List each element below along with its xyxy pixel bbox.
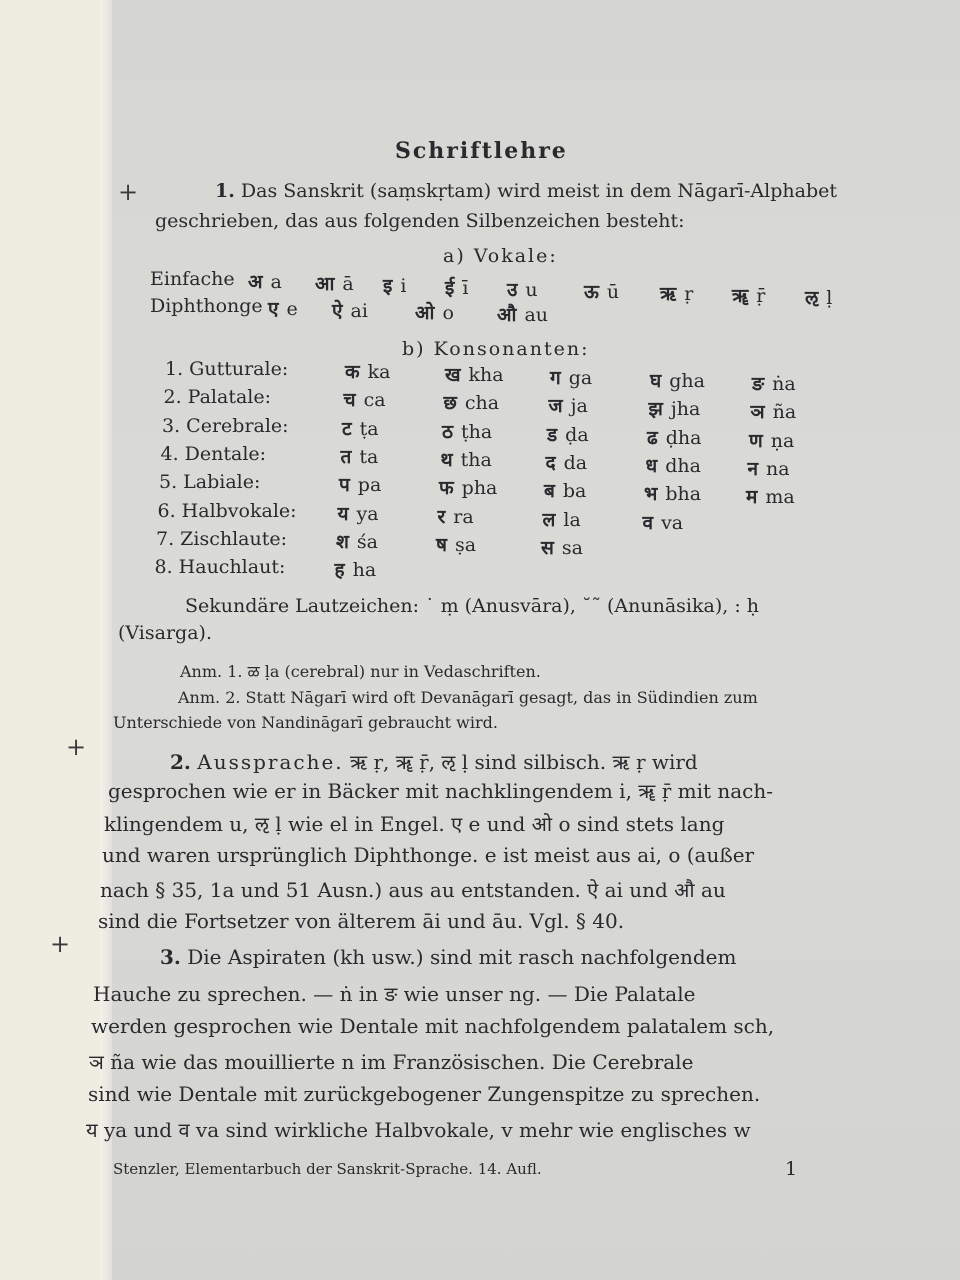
transliteration: kha xyxy=(468,364,504,386)
devanagari-glyph: ल xyxy=(542,508,556,531)
devanagari-glyph: औ xyxy=(497,304,517,326)
transliteration: ba xyxy=(562,480,587,503)
devanagari-glyph: ऐ xyxy=(332,300,343,322)
transliteration: tha xyxy=(460,448,492,471)
transliteration: ka xyxy=(367,361,391,383)
devanagari-glyph: ड xyxy=(547,423,558,446)
consonant-cell xyxy=(543,506,581,532)
transliteration: ña xyxy=(772,401,797,424)
section-heading: Aussprache. xyxy=(197,750,344,774)
devanagari-glyph: आ xyxy=(315,273,335,295)
vowel-cell xyxy=(805,284,832,310)
vowel-cell xyxy=(415,299,454,325)
consonant-cell xyxy=(746,483,795,509)
transliteration: ī xyxy=(462,277,469,299)
note-2-line-2: Unterschiede von Nandināgarī gebraucht wird. xyxy=(113,713,498,732)
transliteration: ū xyxy=(606,281,620,303)
transliteration: ja xyxy=(570,395,588,418)
paragraph-2-line-3: klingendem u, ऌ ḷ wie el in Engel. ए e und ओ o sind stets lang xyxy=(104,812,725,836)
transliteration: dha xyxy=(665,454,701,477)
consonant-cell xyxy=(344,386,386,412)
consonant-cell xyxy=(748,455,790,481)
paragraph-2-line-5: nach § 35, 1a und 51 Ausn.) aus au entstanden. ऐ ai und औ au xyxy=(100,878,726,902)
paragraph-2-line-2: gesprochen wie er in Bäcker mit nachklingendem i, ॠ ṝ mit nach- xyxy=(108,779,774,803)
transliteration: pha xyxy=(461,477,498,500)
transliteration: ca xyxy=(363,389,386,412)
consonant-row-label: 4. Dentale: xyxy=(160,442,267,465)
consonant-cell xyxy=(341,443,379,469)
devanagari-glyph: फ xyxy=(439,477,454,500)
transliteration: ṭa xyxy=(359,417,379,440)
transliteration: ā xyxy=(342,273,354,295)
page-number: 1 xyxy=(785,1158,798,1180)
vowel-cell xyxy=(248,268,282,294)
consonant-cell xyxy=(338,500,379,526)
consonant-cell xyxy=(441,446,492,472)
paragraph-number: 1. xyxy=(215,180,235,202)
paragraph-3-line-6: य ya und व va sind wirkliche Halbvokale, v mehr wie englisches w xyxy=(86,1118,751,1142)
consonant-cell xyxy=(650,367,705,393)
transliteration: ra xyxy=(453,505,474,528)
consonant-cell xyxy=(649,395,701,421)
devanagari-glyph: ओ xyxy=(415,302,435,324)
transliteration: ḍa xyxy=(565,423,589,446)
transliteration: ṇa xyxy=(770,429,795,452)
transliteration: ha xyxy=(352,559,377,582)
paragraph-2-line-4: und waren ursprünglich Diphthonge. e ist meist aus ai, o (außer xyxy=(102,843,755,867)
consonant-cell xyxy=(342,415,379,441)
devanagari-glyph: ह xyxy=(334,559,345,582)
transliteration: cha xyxy=(464,392,500,415)
vowel-cell xyxy=(383,272,406,298)
secondary-signs-line-2: (Visarga). xyxy=(118,622,212,644)
devanagari-glyph: ट xyxy=(342,417,352,440)
consonant-cell xyxy=(549,392,588,418)
devanagari-glyph: ढ xyxy=(647,426,658,449)
devanagari-glyph: ऋ xyxy=(660,283,677,305)
devanagari-glyph: द xyxy=(545,451,556,474)
transliteration: ṝ xyxy=(756,285,766,307)
transliteration: bha xyxy=(665,483,702,506)
vowel-cell xyxy=(497,301,548,327)
devanagari-glyph: ई xyxy=(445,277,455,299)
footer-citation: Stenzler, Elementarbuch der Sanskrit-Sprache. 14. Aufl. xyxy=(113,1160,542,1178)
transliteration: ya xyxy=(356,502,379,525)
consonant-row-label: 5. Labiale: xyxy=(159,471,261,494)
transliteration: ma xyxy=(765,486,795,509)
devanagari-glyph: स xyxy=(541,536,554,559)
devanagari-glyph: व xyxy=(642,511,654,534)
consonant-cell xyxy=(550,364,592,390)
secondary-signs-line-1: Sekundäre Lautzeichen: ˙ ṃ (Anusvāra), ˘˜ (Anunāsika), : ḥ xyxy=(185,595,760,617)
consonant-cell xyxy=(546,449,588,475)
vowel-cell xyxy=(660,280,693,306)
devanagari-glyph: क xyxy=(345,361,360,383)
transliteration: ṛ xyxy=(684,283,694,305)
paragraph-number: 3. xyxy=(160,945,181,969)
consonant-row-label: 8. Hauchlaut: xyxy=(154,556,286,579)
paragraph-3-line-5: sind wie Dentale mit zurückgebogener Zungenspitze zu sprechen. xyxy=(88,1082,761,1106)
vowels-heading: a) Vokale: xyxy=(443,245,558,267)
transliteration: śa xyxy=(356,530,378,553)
consonant-cell xyxy=(436,531,476,557)
transliteration: ga xyxy=(568,367,593,389)
vowel-cell xyxy=(507,276,538,302)
devanagari-glyph: थ xyxy=(440,448,453,471)
devanagari-glyph: ङ xyxy=(752,373,765,395)
transliteration: i xyxy=(400,275,407,297)
paragraph-1-line-1: 1. Das Sanskrit (saṃskṛtam) wird meist in dem Nāgarī-Alphabet xyxy=(215,180,837,202)
consonant-cell xyxy=(445,361,504,387)
devanagari-glyph: अ xyxy=(248,271,263,293)
devanagari-glyph: ज xyxy=(548,395,563,418)
devanagari-glyph: ॠ xyxy=(732,285,749,307)
transliteration: na xyxy=(766,457,790,480)
transliteration: jha xyxy=(670,398,701,421)
paragraph-2-line-6: sind die Fortsetzer von älterem āi und āu. Vgl. § 40. xyxy=(98,909,625,933)
consonant-row-label: 6. Halbvokale: xyxy=(157,499,297,522)
paragraph-number: 2. xyxy=(170,750,191,774)
consonant-cell xyxy=(439,474,497,500)
transliteration: ṭha xyxy=(461,420,493,443)
vowel-cell xyxy=(268,295,298,321)
transliteration: da xyxy=(563,451,588,474)
devanagari-glyph: ध xyxy=(645,454,658,477)
consonants-heading: b) Konsonanten: xyxy=(402,338,590,360)
transliteration: o xyxy=(442,302,454,324)
devanagari-glyph: ष xyxy=(436,533,447,556)
page-title: Schriftlehre xyxy=(395,138,568,164)
devanagari-glyph: ग xyxy=(550,367,561,389)
vowel-cell xyxy=(315,270,354,296)
transliteration: ṅa xyxy=(772,373,796,395)
consonant-cell xyxy=(547,421,589,447)
devanagari-glyph: इ xyxy=(383,275,393,297)
consonant-cell xyxy=(544,477,586,503)
transliteration: va xyxy=(661,511,684,534)
consonant-cell xyxy=(335,556,377,582)
transliteration: au xyxy=(524,304,549,326)
vowel-cell xyxy=(584,278,619,304)
transliteration: pa xyxy=(357,474,382,497)
consonant-cell xyxy=(643,509,684,535)
vowel-cell xyxy=(732,282,765,308)
consonant-cell xyxy=(438,503,474,529)
vowels-simple-label: Einfache xyxy=(150,268,235,290)
devanagari-glyph: ख xyxy=(445,364,461,386)
transliteration: ta xyxy=(359,445,379,468)
consonant-cell xyxy=(644,480,701,506)
note-2-line-1: Anm. 2. Statt Nāgarī wird oft Devanāgarī gesagt, das in Südindien zum xyxy=(178,688,758,707)
devanagari-glyph: ठ xyxy=(442,420,454,443)
devanagari-glyph: म xyxy=(746,486,758,509)
transliteration: ḍha xyxy=(665,426,702,449)
consonant-cell xyxy=(646,452,701,478)
paragraph-3-line-1: 3. Die Aspiraten (kh usw.) sind mit rasch nachfolgendem xyxy=(160,945,737,969)
consonant-cell xyxy=(444,389,500,415)
vowel-cell xyxy=(445,274,468,300)
devanagari-glyph: घ xyxy=(650,370,662,392)
paragraph-2-line-1: 2. Aussprache. ऋ ṛ, ॠ ṝ, ऌ ḷ sind silbisch. ऋ ṛ wird xyxy=(170,750,698,774)
transliteration: gha xyxy=(669,370,705,392)
devanagari-glyph: र xyxy=(437,505,446,528)
consonant-cell xyxy=(336,528,378,554)
consonant-cell xyxy=(752,370,796,396)
transliteration: la xyxy=(563,508,581,531)
margin-mark: + xyxy=(50,930,71,958)
devanagari-glyph: त xyxy=(340,445,352,468)
paragraph-3-line-2: Hauche zu sprechen. — ṅ in ङ wie unser ng. — Die Palatale xyxy=(93,982,696,1006)
consonant-cell xyxy=(345,358,390,384)
devanagari-glyph: ए xyxy=(268,298,279,320)
devanagari-glyph: ऌ xyxy=(805,287,819,309)
devanagari-glyph: ण xyxy=(749,429,763,452)
devanagari-glyph: च xyxy=(343,389,356,412)
margin-mark: + xyxy=(66,733,87,761)
consonant-cell xyxy=(339,471,381,497)
devanagari-glyph: ञ xyxy=(750,401,765,424)
paragraph-3-line-4: ञ ña wie das mouillierte n im Französischen. Die Cerebrale xyxy=(89,1050,694,1074)
transliteration: ḷ xyxy=(826,287,833,309)
transliteration: e xyxy=(286,298,298,320)
consonant-cell xyxy=(442,418,492,444)
consonant-row-label: 1. Gutturale: xyxy=(165,358,289,380)
devanagari-glyph: प xyxy=(339,474,350,497)
devanagari-glyph: य xyxy=(337,502,349,525)
consonant-cell xyxy=(647,424,701,450)
devanagari-glyph: ऊ xyxy=(584,281,599,303)
transliteration: ai xyxy=(350,300,368,322)
transliteration: sa xyxy=(561,536,583,559)
devanagari-glyph: भ xyxy=(644,483,658,506)
devanagari-glyph: न xyxy=(747,457,759,480)
devanagari-glyph: ब xyxy=(544,480,555,503)
devanagari-glyph: उ xyxy=(507,279,518,301)
margin-mark: + xyxy=(118,178,139,206)
paragraph-1-line-2: geschrieben, das aus folgenden Silbenzeichen besteht: xyxy=(155,210,685,232)
transliteration: a xyxy=(270,271,282,293)
paragraph-3-line-3: werden gesprochen wie Dentale mit nachfolgendem palatalem sch, xyxy=(91,1014,775,1038)
devanagari-glyph: श xyxy=(336,530,349,553)
consonant-row-label: 7. Zischlaute: xyxy=(156,527,287,550)
transliteration: ṣa xyxy=(454,533,477,556)
vowel-cell xyxy=(332,297,368,323)
devanagari-glyph: झ xyxy=(648,398,663,421)
transliteration: u xyxy=(525,279,538,301)
consonant-row-label: 2. Palatale: xyxy=(163,386,272,409)
consonant-row-label: 3. Cerebrale: xyxy=(162,414,289,437)
consonant-cell xyxy=(541,534,583,560)
devanagari-glyph: छ xyxy=(443,392,457,415)
note-1: Anm. 1. ळ ḷa (cerebral) nur in Vedaschriften. xyxy=(180,662,541,681)
vowels-diph-label: Diphthonge xyxy=(150,295,263,317)
consonant-cell xyxy=(749,427,794,453)
consonant-cell xyxy=(751,398,797,424)
